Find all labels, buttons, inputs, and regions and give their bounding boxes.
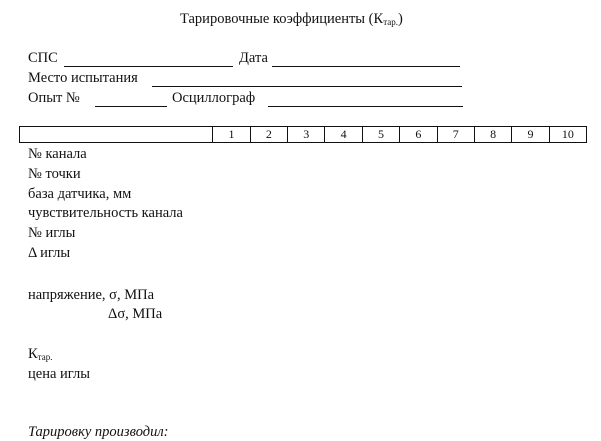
grid-column-10: 10 xyxy=(549,127,586,142)
row-label-gauge-base: база датчика, мм xyxy=(28,186,132,202)
column-number-grid xyxy=(19,126,587,143)
oscillograph-field[interactable] xyxy=(268,106,463,107)
experiment-field[interactable] xyxy=(95,106,167,107)
row-label-needle: № иглы xyxy=(28,225,76,241)
row-label-delta-stress: Δσ, МПа xyxy=(108,306,163,322)
grid-column-3: 3 xyxy=(287,127,324,142)
grid-column-8: 8 xyxy=(474,127,511,142)
grid-column-4: 4 xyxy=(324,127,361,142)
grid-column-7: 7 xyxy=(437,127,474,142)
row-label-delta-needle: Δ иглы xyxy=(28,245,71,261)
calibration-performed-by: Тарировку производил: xyxy=(28,424,169,440)
row-label-k-tar xyxy=(28,346,52,363)
title-close: ) xyxy=(397,11,403,27)
oscillograph-label: Осциллограф xyxy=(172,90,256,106)
row-label-channel: № канала xyxy=(28,146,87,162)
row-label-needle-price: цена иглы xyxy=(28,366,90,382)
title-subscript: тар. xyxy=(383,17,398,27)
experiment-label: Опыт № xyxy=(28,90,80,106)
title-text: Тарировочные коэффициенты (К xyxy=(180,11,384,27)
page-title xyxy=(180,11,403,28)
grid-column-1: 1 xyxy=(212,127,249,142)
test-place-field[interactable] xyxy=(152,86,462,87)
sps-field[interactable] xyxy=(64,66,233,67)
date-field[interactable] xyxy=(272,66,460,67)
row-label-stress: напряжение, σ, МПа xyxy=(28,287,155,303)
test-place-label: Место испытания xyxy=(28,70,138,86)
k-tar-main: К xyxy=(28,346,38,362)
grid-column-5: 5 xyxy=(362,127,399,142)
grid-column-2: 2 xyxy=(250,127,287,142)
k-tar-sub: тар. xyxy=(37,352,53,362)
row-label-sensitivity: чувствительность канала xyxy=(28,205,183,221)
grid-blank-cell xyxy=(20,127,212,142)
row-label-point: № точки xyxy=(28,166,81,182)
date-label: Дата xyxy=(239,50,268,66)
grid-column-6: 6 xyxy=(399,127,436,142)
grid-column-9: 9 xyxy=(511,127,548,142)
sps-label: СПС xyxy=(28,50,58,66)
